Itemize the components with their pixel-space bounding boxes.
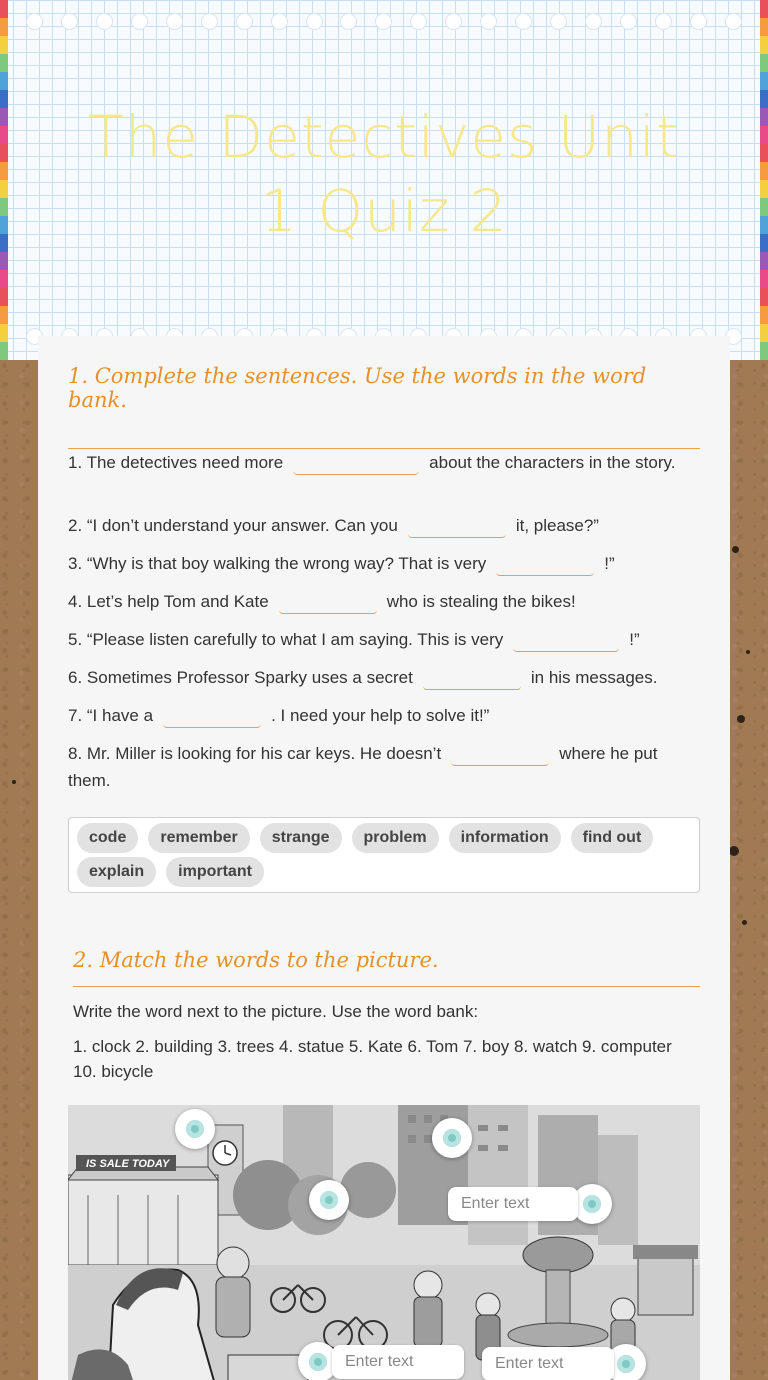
paper-hole — [61, 13, 78, 30]
paper-hole — [655, 13, 672, 30]
paper-hole — [550, 13, 567, 30]
blank-input[interactable] — [408, 516, 506, 538]
city-illustration — [68, 1105, 700, 1380]
hotspot-marker[interactable] — [309, 1180, 349, 1220]
answer-input[interactable]: Enter text — [448, 1187, 578, 1221]
color-stripe — [760, 342, 768, 360]
paper-hole — [96, 13, 113, 30]
page-title: The Detectives Unit 1 Quiz 2 — [88, 103, 680, 245]
word-chip[interactable]: explain — [77, 857, 156, 887]
color-stripe — [0, 36, 8, 54]
color-stripe — [0, 18, 8, 36]
color-stripe — [760, 108, 768, 126]
color-stripe — [0, 0, 8, 18]
left-color-stripes — [0, 0, 8, 362]
color-stripe — [760, 162, 768, 180]
color-stripe — [760, 324, 768, 342]
color-stripe — [0, 108, 8, 126]
color-stripe — [0, 144, 8, 162]
color-stripe — [0, 252, 8, 270]
sentence-5 — [68, 626, 700, 653]
color-stripe — [760, 90, 768, 108]
word-chip[interactable]: strange — [260, 823, 342, 853]
paper-hole — [410, 13, 427, 30]
sentence-text: 7. “I have a — [68, 706, 154, 725]
paper-hole — [445, 13, 462, 30]
city-scene-drawing — [68, 1105, 700, 1380]
color-stripe — [0, 288, 8, 306]
color-stripe — [760, 144, 768, 162]
color-stripe — [760, 180, 768, 198]
paper-hole — [340, 13, 357, 30]
blank-input[interactable] — [513, 630, 619, 652]
sentence-6 — [68, 664, 700, 691]
sentence-text: 6. Sometimes Professor Sparky uses a secret — [68, 668, 413, 687]
blank-input[interactable] — [163, 706, 261, 728]
sentence-text: 5. “Please listen carefully to what I am saying. This is very — [68, 630, 504, 649]
paper-hole — [236, 13, 253, 30]
sentence-text: 3. “Why is that boy walking the wrong way? That is very — [68, 554, 487, 573]
paper-hole — [690, 13, 707, 30]
sentence-text: 4. Let’s help Tom and Kate — [68, 592, 269, 611]
color-stripe — [0, 234, 8, 252]
color-stripe — [760, 270, 768, 288]
right-color-stripes — [760, 0, 768, 362]
color-stripe — [760, 234, 768, 252]
sentence-4 — [68, 588, 700, 615]
paper-hole — [375, 13, 392, 30]
color-stripe — [0, 72, 8, 90]
word-chip[interactable]: remember — [148, 823, 249, 853]
blank-input[interactable] — [423, 668, 521, 690]
quiz-card — [38, 336, 730, 1380]
color-stripe — [760, 0, 768, 18]
hotspot-marker[interactable] — [572, 1184, 612, 1224]
answer-input[interactable]: Enter text — [332, 1345, 464, 1379]
sale-sign: IS SALE TODAY — [86, 1158, 170, 1170]
sentence-text: about the characters in the story. — [429, 453, 676, 472]
color-stripe — [760, 36, 768, 54]
section2-divider — [73, 986, 700, 987]
blank-input[interactable] — [451, 744, 549, 766]
color-stripe — [0, 54, 8, 72]
blank-input[interactable] — [279, 592, 377, 614]
color-stripe — [760, 126, 768, 144]
color-stripe — [0, 90, 8, 108]
color-stripe — [760, 306, 768, 324]
color-stripe — [0, 180, 8, 198]
paper-hole — [725, 13, 742, 30]
sentence-text: !” — [604, 554, 615, 573]
paper-hole — [620, 13, 637, 30]
section1-title: 1. Complete the sentences. Use the words in the word bank. — [68, 364, 647, 412]
word-chip[interactable]: code — [77, 823, 138, 853]
paper-hole — [585, 13, 602, 30]
section2-instruction: Write the word next to the picture. Use the word bank: — [73, 1002, 479, 1021]
color-stripe — [0, 342, 8, 360]
answer-input[interactable]: Enter text — [482, 1347, 614, 1380]
color-stripe — [0, 270, 8, 288]
paper-hole — [271, 13, 288, 30]
header-banner — [0, 0, 768, 362]
color-stripe — [760, 252, 768, 270]
color-stripe — [0, 216, 8, 234]
sentence-text: where he put them. — [68, 744, 658, 790]
sentence-1 — [68, 449, 700, 476]
sentence-7 — [68, 702, 700, 729]
paper-hole — [480, 13, 497, 30]
section2-header — [73, 948, 700, 987]
paper-hole — [306, 13, 323, 30]
section1-header — [68, 364, 700, 449]
color-stripe — [0, 306, 8, 324]
top-holes — [26, 13, 742, 33]
color-stripe — [0, 126, 8, 144]
sentence-text: it, please?” — [515, 516, 599, 535]
word-chip[interactable]: problem — [352, 823, 439, 853]
color-stripe — [760, 198, 768, 216]
paper-hole — [131, 13, 148, 30]
blank-input[interactable] — [293, 453, 419, 475]
color-stripe — [760, 288, 768, 306]
sentence-text: 2. “I don’t understand your answer. Can you — [68, 516, 398, 535]
word-chip[interactable]: find out — [571, 823, 654, 853]
sentence-text: in his messages. — [530, 668, 658, 687]
word-chip[interactable]: important — [166, 857, 264, 887]
paper-hole — [201, 13, 218, 30]
word-bank — [68, 817, 700, 893]
blank-input[interactable] — [496, 554, 594, 576]
sentence-8 — [68, 740, 700, 794]
sentence-text: who is stealing the bikes! — [386, 592, 576, 611]
color-stripe — [0, 324, 8, 342]
section2-title: 2. Match the words to the picture. — [73, 948, 439, 972]
sentence-text: !” — [629, 630, 640, 649]
word-chip[interactable]: information — [449, 823, 561, 853]
sentence-text: 8. Mr. Miller is looking for his car keys. He doesn’t — [68, 744, 442, 763]
paper-hole — [166, 13, 183, 30]
color-stripe — [0, 198, 8, 216]
sentence-3 — [68, 550, 700, 577]
hotspot-marker[interactable] — [175, 1109, 215, 1149]
color-stripe — [760, 54, 768, 72]
sentence-2 — [68, 512, 700, 539]
color-stripe — [760, 18, 768, 36]
sentence-text: 1. The detectives need more — [68, 453, 284, 472]
color-stripe — [0, 162, 8, 180]
color-stripe — [760, 72, 768, 90]
hotspot-marker[interactable] — [432, 1118, 472, 1158]
section2-word-list: 1. clock 2. building 3. trees 4. statue 5. Kate 6. Tom 7. boy 8. watch 9. computer 10. bicycle — [73, 1037, 672, 1081]
sentence-text: . I need your help to solve it!” — [271, 706, 490, 725]
color-stripe — [760, 216, 768, 234]
paper-hole — [26, 13, 43, 30]
paper-hole — [515, 13, 532, 30]
